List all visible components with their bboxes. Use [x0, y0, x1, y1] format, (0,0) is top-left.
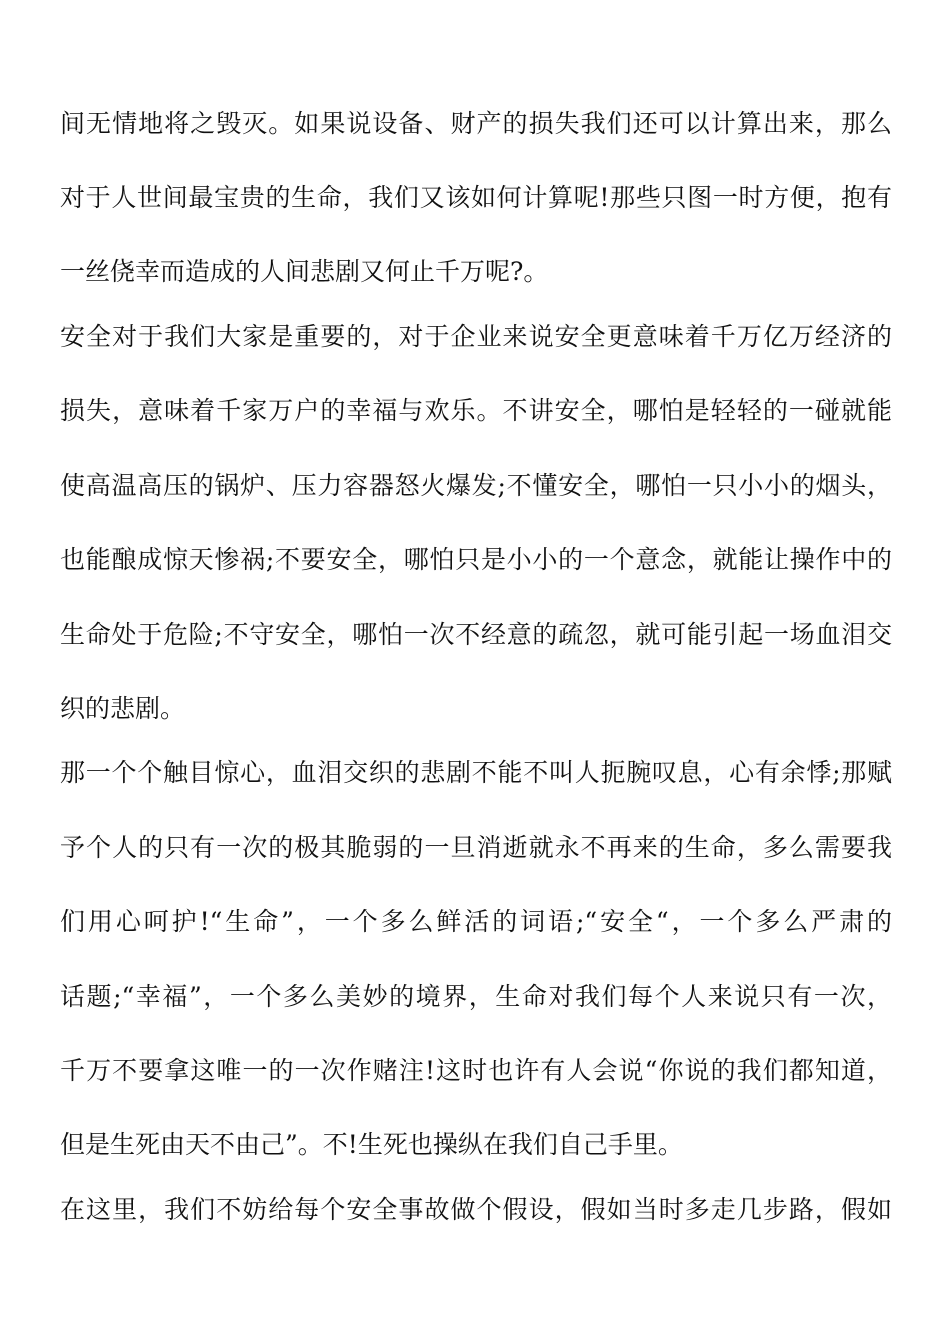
text-line: 但是生死由天不由己”。不!生死也操纵在我们自己手里。 — [60, 1130, 683, 1159]
text-line: 也能酿成惊天惨祸;不要安全，哪怕只是小小的一个意念，就能让操作中的 — [60, 545, 892, 574]
text-line: 予个人的只有一次的极其脆弱的一旦消逝就永不再来的生命，多么需要我 — [60, 833, 892, 862]
text-line: 损失，意味着千家万户的幸福与欢乐。不讲安全，哪怕是轻轻的一碰就能 — [60, 396, 892, 425]
text-line: 对于人世间最宝贵的生命，我们又该如何计算呢!那些只图一时方便，抱有 — [60, 183, 892, 212]
text-line: 那一个个触目惊心，血泪交织的悲剧不能不叫人扼腕叹息，心有余悸;那赋 — [60, 758, 892, 787]
text-line: 话题;“幸福”，一个多么美妙的境界，生命对我们每个人来说只有一次， — [60, 982, 892, 1011]
text-line: 织的悲剧。 — [60, 694, 186, 723]
text-line: 使高温高压的锅炉、压力容器怒火爆发;不懂安全，哪怕一只小小的烟头， — [60, 471, 892, 500]
text-line: 在这里，我们不妨给每个安全事故做个假设，假如当时多走几步路，假如 — [60, 1195, 892, 1224]
text-line: 一丝侥幸而造成的人间悲剧又何止千万呢?。 — [60, 257, 549, 286]
text-line: 生命处于危险;不守安全，哪怕一次不经意的疏忽，就可能引起一场血泪交 — [60, 620, 892, 649]
text-line: 千万不要拿这唯一的一次作赌注!这时也许有人会说“你说的我们都知道， — [60, 1056, 892, 1085]
text-line: 间无情地将之毁灭。如果说设备、财产的损失我们还可以计算出来，那么 — [60, 109, 892, 138]
text-line: 安全对于我们大家是重要的，对于企业来说安全更意味着千万亿万经济的 — [60, 322, 892, 351]
text-line: 们用心呵护!“生命”，一个多么鲜活的词语;“安全“，一个多么严肃的 — [60, 907, 892, 936]
